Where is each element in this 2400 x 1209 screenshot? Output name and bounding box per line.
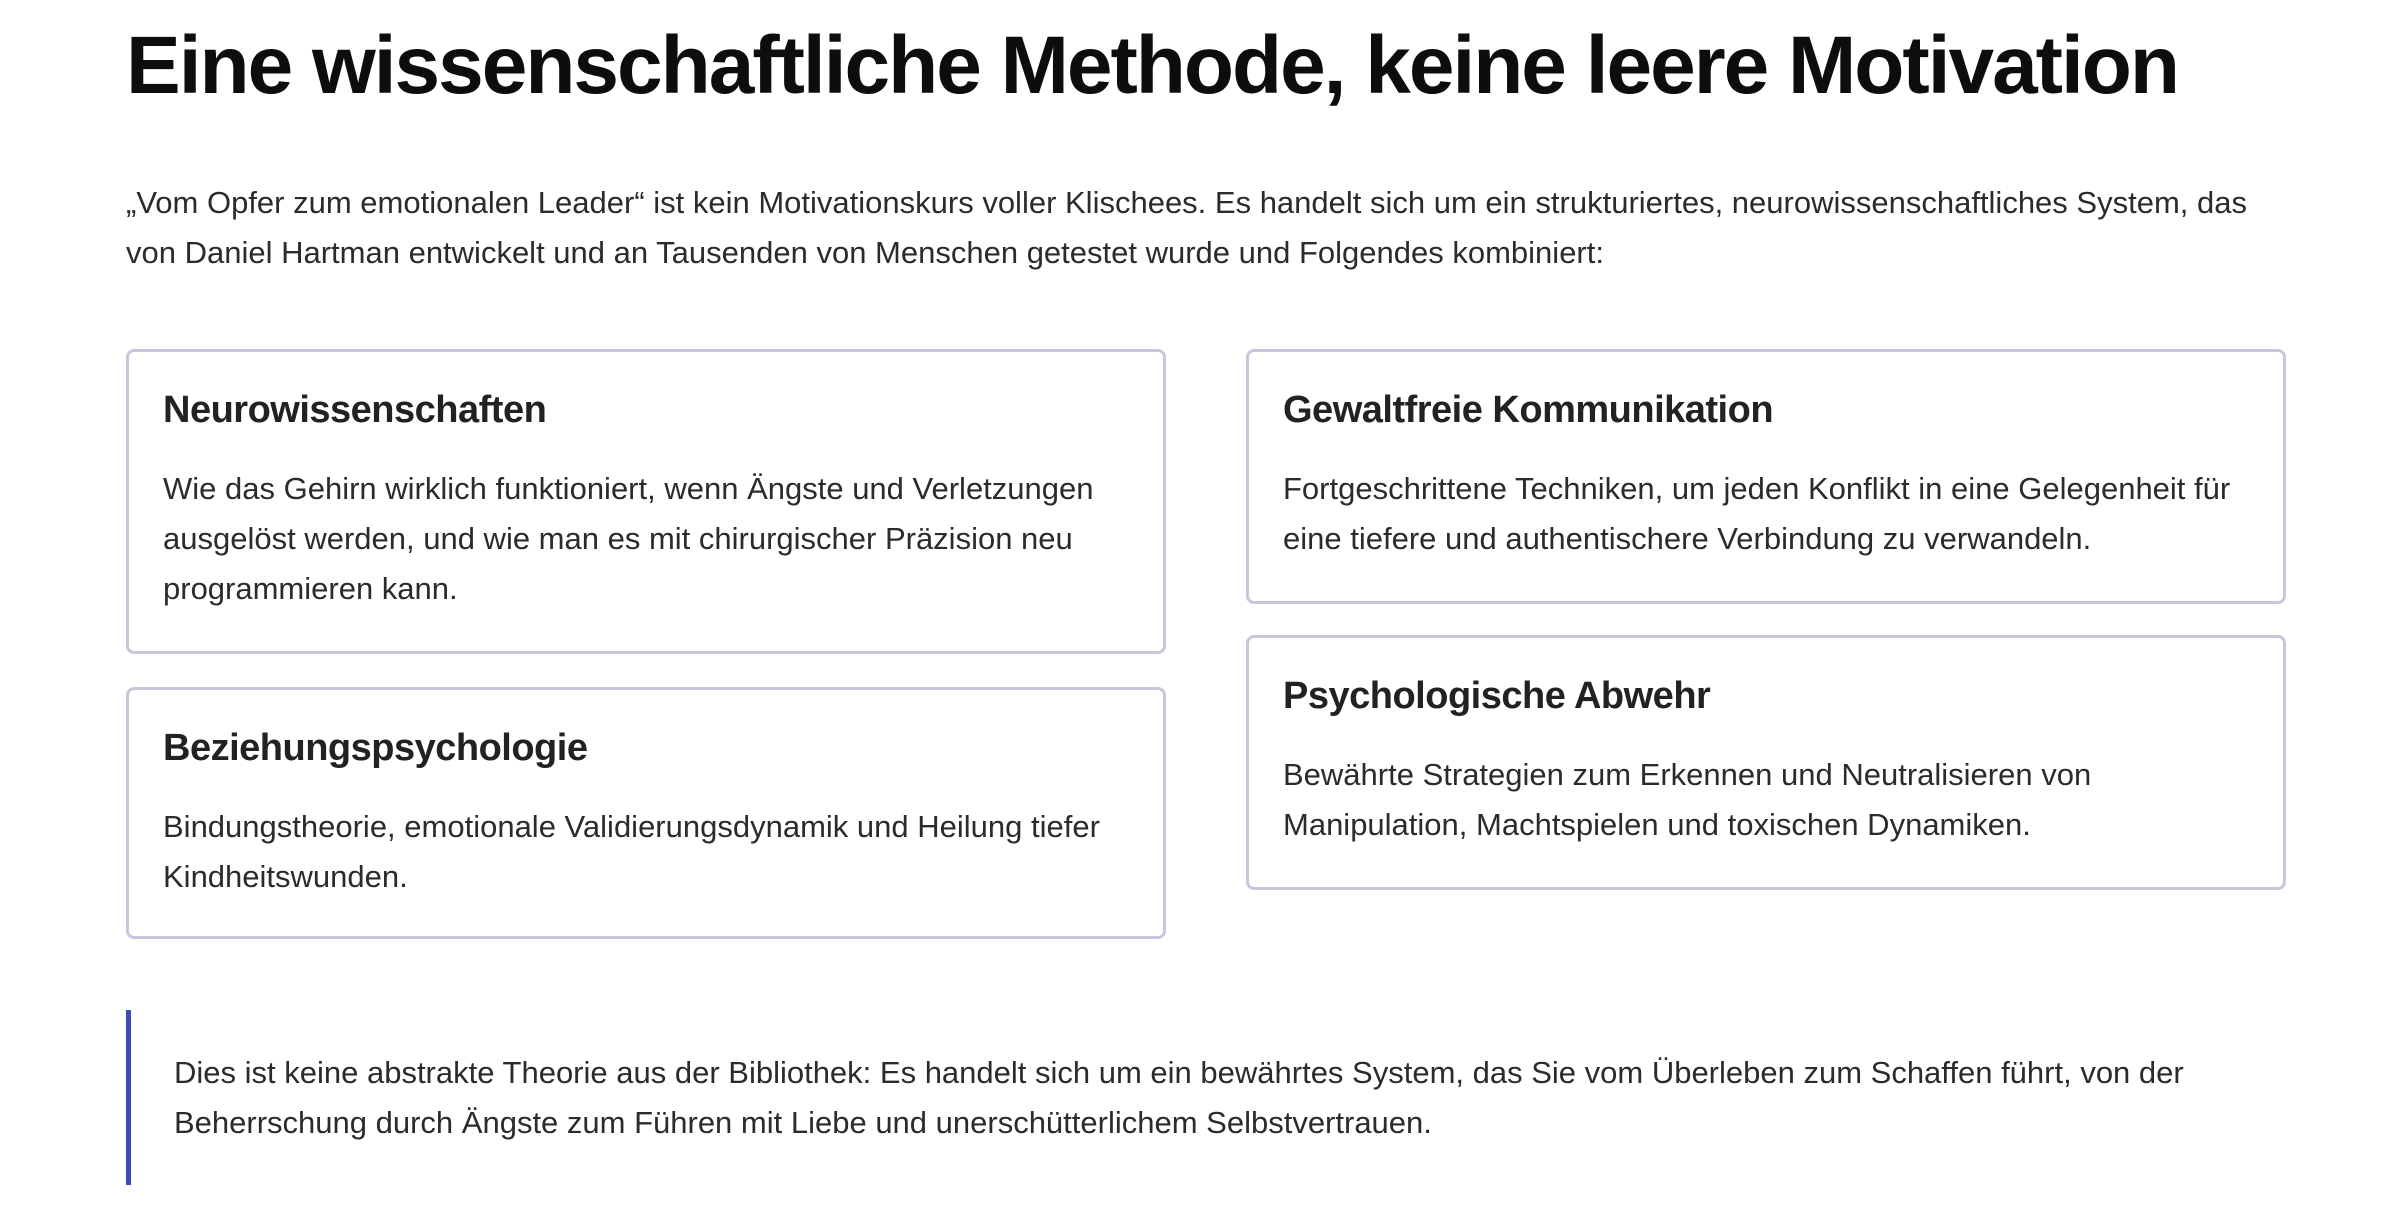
card-text: Bewährte Strategien zum Erkennen und Neutralisieren von Manipulation, Machtspielen und toxischen Dynamiken. [1283, 757, 2092, 842]
card-text: Fortgeschrittene Techniken, um jeden Konflikt in eine Gelegenheit für eine tiefere und authentischere Verbindung zu verwandeln. [1283, 471, 2231, 556]
card-gewaltfreie-kommunikation [1246, 349, 2286, 604]
intro-paragraph: „Vom Opfer zum emotionalen Leader“ ist kein Motivationskurs voller Klischees. Es handelt sich um ein strukturiertes, neurowissenschaftliches System, das von Daniel Hartman entwickelt und an Tausenden von Menschen getestet wurde und Folgendes kombiniert: [126, 185, 2247, 270]
card-text: Wie das Gehirn wirklich funktioniert, wenn Ängste und Verletzungen ausgelöst werden, und wie man es mit chirurgischer Präzision neu programmieren kann. [163, 471, 1094, 606]
card-text: Bindungstheorie, emotionale Validierungsdynamik und Heilung tiefer Kindheitswunden. [163, 809, 1100, 894]
page-title: Eine wissenschaftliche Methode, keine leere Motivation [126, 20, 2178, 111]
card-title: Beziehungspsychologie [163, 727, 588, 769]
card-neurowissenschaften [126, 349, 1166, 654]
card-title: Psychologische Abwehr [1283, 675, 1711, 717]
card-title: Neurowissenschaften [163, 389, 547, 431]
callout-quote [126, 1010, 2286, 1185]
card-beziehungspsychologie [126, 687, 1166, 939]
card-title: Gewaltfreie Kommunikation [1283, 389, 1774, 431]
card-psychologische-abwehr [1246, 635, 2286, 890]
quote-text: Dies ist keine abstrakte Theorie aus der Bibliothek: Es handelt sich um ein bewährtes System, das Sie vom Überleben zum Schaffen führt, von der Beherrschung durch Ängste zum Führen mit Liebe und unerschütterlichem Selbstvertrauen. [174, 1055, 2184, 1140]
